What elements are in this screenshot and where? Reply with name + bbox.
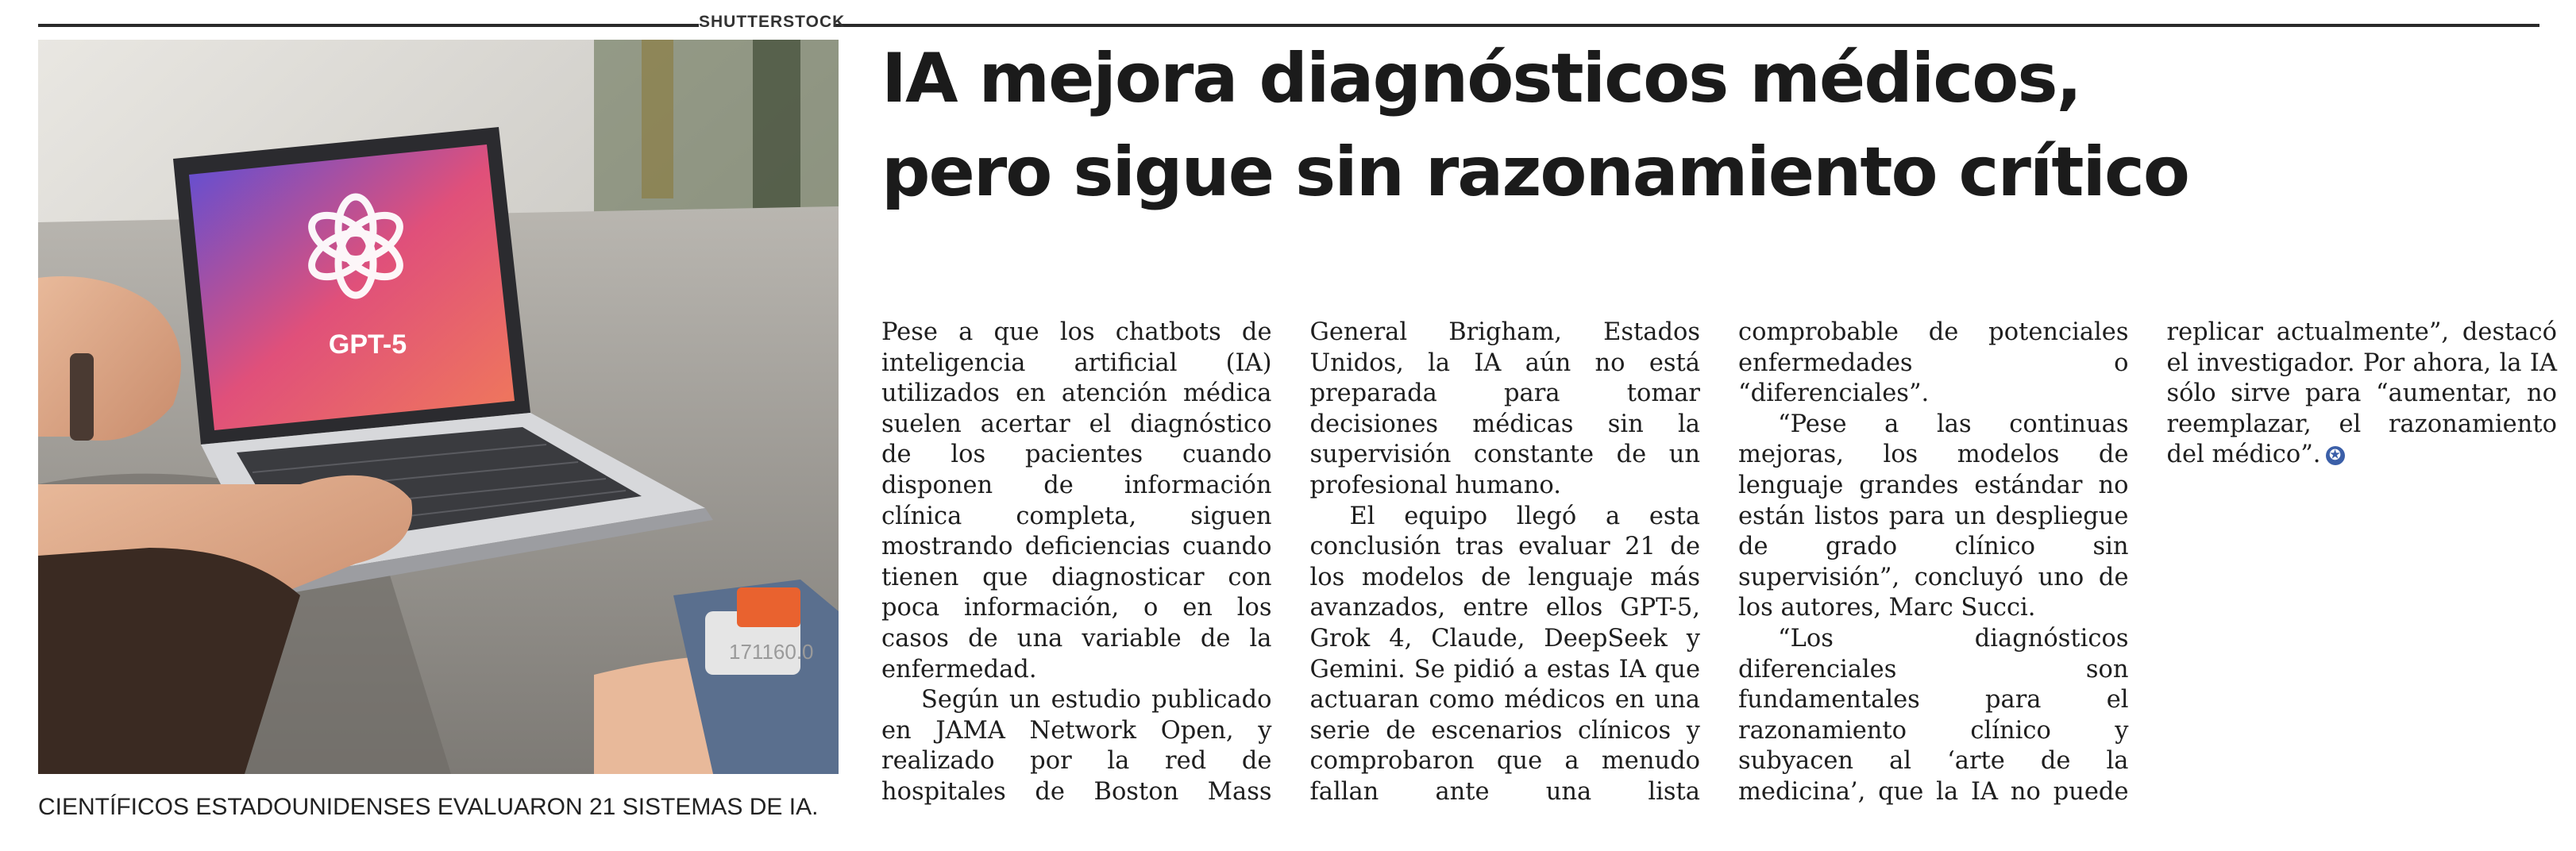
photo-watermark: 171160.0 bbox=[729, 640, 814, 664]
screen-label: GPT-5 bbox=[328, 329, 407, 360]
paragraph-3: El equipo llegó a esta conclusión tras evaluar 21 de los modelos de lenguaje más avanzados, entre ellos GPT-5, Grok 4, Claude, DeepSeek y Gemini. Se pidió a estas IA que actuaran como médicos en una serie de escenarios clínicos y comprobaron que a menudo fallan ante una lista comprobable de potenciales enfermedades o “diferenciales”. bbox=[1309, 318, 2129, 806]
photo-caption: CIENTÍFICOS ESTADOUNIDENSES EVALUARON 21 SISTEMAS DE IA. bbox=[38, 794, 819, 820]
headline-line-1: IA mejora diagnósticos médicos, bbox=[881, 39, 2081, 118]
article-photo bbox=[38, 40, 839, 774]
article-body bbox=[881, 318, 2557, 834]
paragraph-5: “Los diagnósticos diferenciales son fundamentales para el razonamiento clínico y subyacen al ‘arte de la medicina’, que la IA no puede replicar actualmente”, destacó el investigador. Por ahora, la IA sólo sirve para “aumentar, no reemplazar, el razonamiento del médico”. bbox=[1738, 318, 2557, 806]
photo-credit: SHUTTERSTOCK bbox=[699, 13, 846, 31]
headline bbox=[881, 32, 2565, 219]
top-rule bbox=[38, 24, 2539, 27]
paragraph-2: Según un estudio publicado en JAMA Network Open, y realizado por la red de hospitales de Boston Mass General Brigham, Estados Unidos, la IA aún no está preparada para tomar decisiones médicas sin la supervisión constante de un profesional humano. bbox=[881, 318, 1700, 806]
laptop-photo-illustration bbox=[38, 40, 839, 774]
paragraph-4: “Pese a las continuas mejoras, los modelos de lenguaje grandes estándar no están listos para un despliegue de grado clínico sin supervisión”, concluyó uno de los autores, Marc Succi. bbox=[1738, 410, 2129, 622]
headline-line-2: pero sigue sin razonamiento crítico bbox=[881, 133, 2189, 212]
end-mark-icon: ✪ bbox=[2326, 446, 2345, 465]
paragraph-1: Pese a que los chatbots de inteligencia artificial (IA) utilizados en atención médica suelen acertar el diagnóstico de los pacientes cuando disponen de información clínica completa, siguen mostrando deficiencias cuando tienen que diagnosticar con poca información, o en los casos de una variable de la enfermedad. bbox=[881, 318, 1272, 683]
